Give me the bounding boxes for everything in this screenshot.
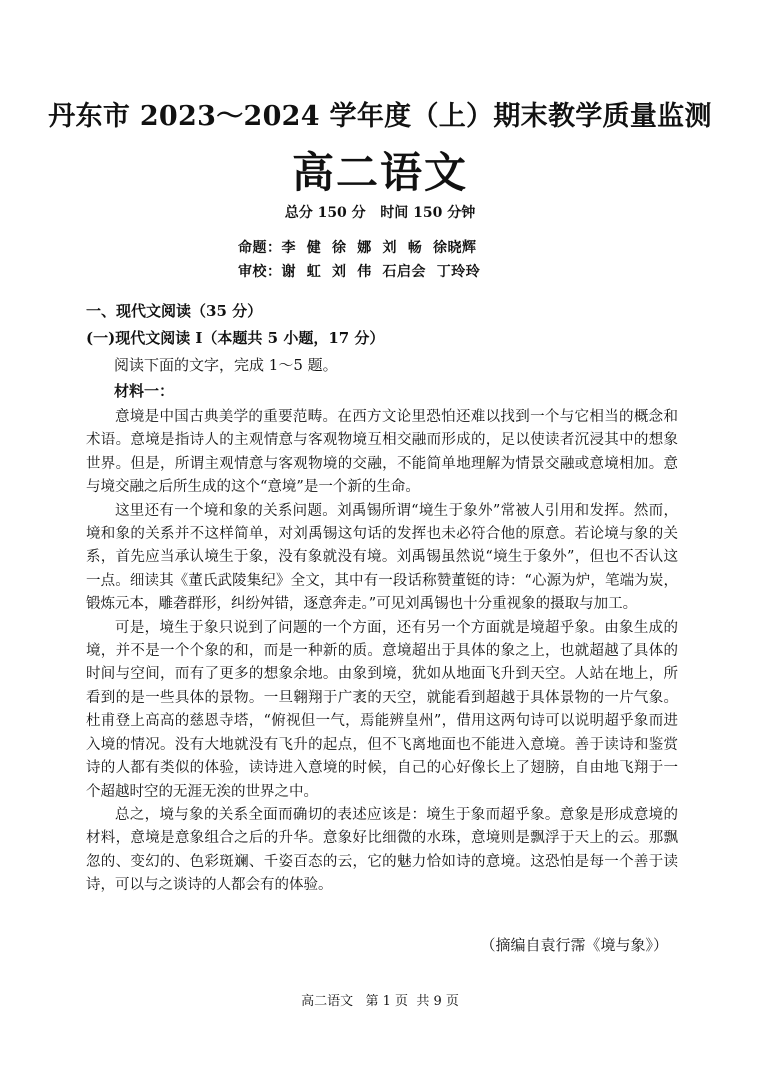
exam-info: 总分 150 分 时间 150 分钟 — [284, 205, 476, 221]
passage-paragraph: 总之，境与象的关系全面而确切的表述应该是：境生于象而超乎象。意象是形成意境的材料，意境是意象组合之后的升华。意象好比细微的水珠，意境则是飘浮于天上的云。那飘忽的、变幻的、色彩斑斓、千姿百态的云，它的魅力恰如诗的意境。这恐怕是每一个善于读诗，可以与之谈诗的人都会有的体验。 — [86, 806, 678, 894]
section-subheading: (一)现代文阅读 I（本题共 5 小题，17 分） — [86, 329, 385, 347]
passage-paragraph: 可是，境生于象只说到了问题的一个方面，还有另一个方面就是境超乎象。由象生成的境，并不是一个个象的和，而是一种新的质。意境超出于具体的象之上，也就超越了具体的时间与空间，而有了更多的想象余地。由象到境，犹如从地面飞升到天空。人站在地上，所看到的是一些具体的景物。一旦翱翔于广袤的天空，就能看到超越于具体景物的一片气象。杜甫登上高高的慈恩寺塔，“俯视但一气，焉能辨皇州”，借用这两句诗可以说明超乎象而进入境的情况。没有大地就没有飞升的起点，但不飞离地面也不能进入意境。善于读诗和鉴赏诗的人都有类似的体验，读诗进入意境的时候，自己的心好像长上了翅膀，自由地飞翔于一个超越时空的无涯无涘的世界之中。 — [86, 619, 678, 800]
passage-paragraph: 这里还有一个境和象的关系问题。刘禹锡所谓“境生于象外”常被人引用和发挥。然而，境和象的关系并不这样简单，对刘禹锡这句话的发挥也未必符合他的原意。若论境与象的关系，首先应当承认境生于象，没有象就没有境。刘禹锡虽然说“境生于象外”，但也不否认这一点。细读其《董氏武陵集纪》全文，其中有一段话称赞董铤的诗：“心源为炉，笔端为炭，锻炼元本，雕砻群形，纠纷舛错，逐意奔走。”可见刘禹锡也十分重视象的摄取与加工。 — [86, 502, 678, 613]
page-footer: 高二语文 第 1 页 共 9 页 — [301, 994, 459, 1009]
passage-source: （摘编自袁行霈《境与象》） — [480, 936, 668, 954]
authors-line: 命题：李 健 徐 娜 刘 畅 徐晓辉 — [238, 240, 477, 256]
passage-body — [86, 406, 678, 898]
material-label: 材料一： — [114, 382, 175, 400]
passage-paragraph: 意境是中国古典美学的重要范畴。在西方文论里恐怕还难以找到一个与它相当的概念和术语。意境是指诗人的主观情意与客观物境互相交融而形成的，足以使读者沉浸其中的想象世界。但是，所谓主观情意与客观物境的交融，不能简单地理解为情景交融或意境相加。意与境交融之后所生成的这个“意境”是一个新的生命。 — [86, 409, 678, 496]
exam-title: 丹东市 2023～2024 学年度（上）期末教学质量监测 — [48, 101, 712, 132]
reading-instruction: 阅读下面的文字，完成 1～5 题。 — [114, 356, 338, 374]
subject-title: 高二语文 — [291, 148, 468, 197]
reviewers-line: 审校：谢 虹 刘 伟 石启会 丁玲玲 — [238, 264, 481, 280]
section-heading: 一、现代文阅读（35 分） — [86, 302, 263, 320]
